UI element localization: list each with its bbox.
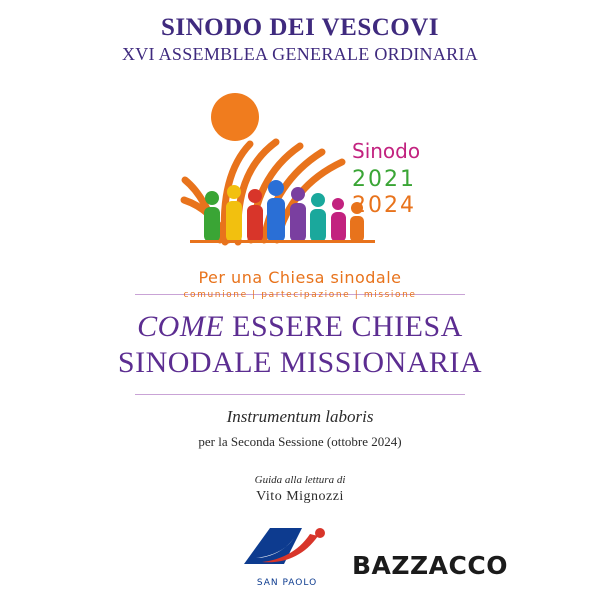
page-title-line2: SINODALE MISSIONARIA (117, 345, 483, 379)
author-name: Vito Mignozzi (256, 489, 344, 505)
logo-caption (150, 268, 450, 300)
page-title-italic: COME (137, 310, 225, 344)
synod-title: SINODO DEI VESCOVI (160, 14, 440, 41)
synod-logo-graphic (150, 72, 450, 272)
document-type: Instrumentum laboris (226, 407, 374, 427)
san-paolo-logo (232, 524, 342, 588)
sun-icon (211, 93, 259, 141)
bazzacco-wordmark: BAZZACCO (352, 551, 508, 580)
cover-header (0, 0, 600, 64)
logo-year-end: 2024 (352, 193, 416, 219)
guide-label: Guida alla lettura di (254, 474, 346, 487)
publisher-footer (0, 520, 600, 600)
logo-year-start: 2021 (352, 167, 416, 193)
san-paolo-mark-icon (232, 524, 342, 572)
san-paolo-wordmark: SAN PAOLO (256, 578, 318, 588)
synod-logo (150, 72, 450, 301)
synod-subtitle: XVI ASSEMBLEA GENERALE ORDINARIA (121, 43, 479, 64)
page-title-rest: ESSERE CHIESA (232, 310, 463, 344)
session-note: per la Seconda Sessione (ottobre 2024) (198, 434, 402, 450)
divider-bottom (135, 394, 465, 395)
logo-caption-sub: comunione | partecipazione | missione (183, 290, 417, 301)
page-title (0, 309, 600, 380)
logo-caption-main: Per una Chiesa sinodale (198, 268, 402, 288)
logo-sinodo-text: Sinodo (352, 139, 421, 164)
